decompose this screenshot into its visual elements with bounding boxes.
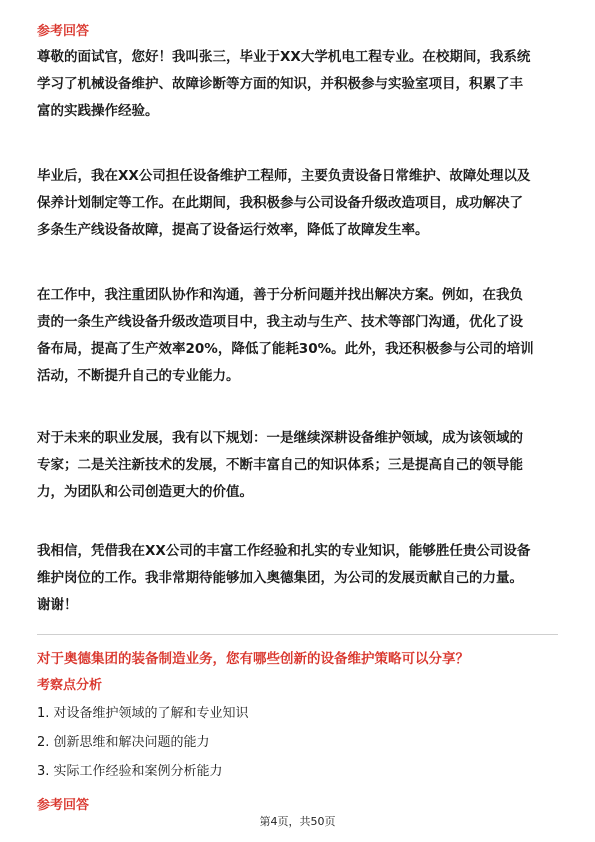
text-line: 我相信，凭借我在XX公司的丰富工作经验和扎实的专业知识，能够胜任贵公司设备: [37, 543, 531, 559]
text-line: 学习了机械设备维护、故障诊断等方面的知识，并积极参与实验室项目，积累了丰: [37, 76, 523, 92]
analysis-heading: 考察点分析: [37, 678, 103, 693]
text-line: 谢谢！: [37, 597, 78, 613]
page-number-footer: 第4页，共50页: [259, 815, 336, 828]
analysis-item: 2. 创新思维和解决问题的能力: [37, 735, 210, 750]
paragraph-closing: [37, 538, 562, 619]
text-line: 尊敬的面试官，您好！我叫张三，毕业于XX大学机电工程专业。在校期间，我系统: [37, 49, 531, 65]
text-line: 活动，不断提升自己的专业能力。: [37, 368, 240, 384]
analysis-item: 3. 实际工作经验和案例分析能力: [37, 764, 223, 779]
reference-answer-heading-2: 参考回答: [37, 798, 90, 813]
analysis-item: 1. 对设备维护领域的了解和专业知识: [37, 706, 249, 721]
text-line: 多条生产线设备故障，提高了设备运行效率，降低了故障发生率。: [37, 222, 429, 238]
paragraph-work-experience: [37, 163, 562, 244]
text-line: 备布局，提高了生产效率20%，降低了能耗30%。此外，我还积极参与公司的培训: [37, 341, 534, 357]
text-line: 责的一条生产线设备升级改造项目中，我主动与生产、技术等部门沟通，优化了设: [37, 314, 523, 330]
text-line: 力，为团队和公司创造更大的价值。: [37, 484, 253, 500]
paragraph-career-plan: [37, 425, 562, 506]
paragraph-teamwork: [37, 282, 562, 390]
text-line: 对于未来的职业发展，我有以下规划：一是继续深耕设备维护领域，成为该领域的: [37, 430, 523, 446]
text-line: 在工作中，我注重团队协作和沟通，善于分析问题并找出解决方案。例如，在我负: [37, 287, 523, 303]
text-line: 维护岗位的工作。我非常期待能够加入奥德集团，为公司的发展贡献自己的力量。: [37, 570, 523, 586]
interview-question: 对于奥德集团的装备制造业务，您有哪些创新的设备维护策略可以分享？: [37, 651, 469, 667]
section-divider: [37, 634, 558, 635]
text-line: 保养计划制定等工作。在此期间，我积极参与公司设备升级改造项目，成功解决了: [37, 195, 523, 211]
paragraph-introduction: [37, 44, 562, 125]
reference-answer-heading: 参考回答: [37, 24, 90, 39]
text-line: 富的实践操作经验。: [37, 103, 159, 119]
text-line: 毕业后，我在XX公司担任设备维护工程师，主要负责设备日常维护、故障处理以及: [37, 168, 531, 184]
text-line: 专家；二是关注新技术的发展，不断丰富自己的知识体系；三是提高自己的领导能: [37, 457, 523, 473]
